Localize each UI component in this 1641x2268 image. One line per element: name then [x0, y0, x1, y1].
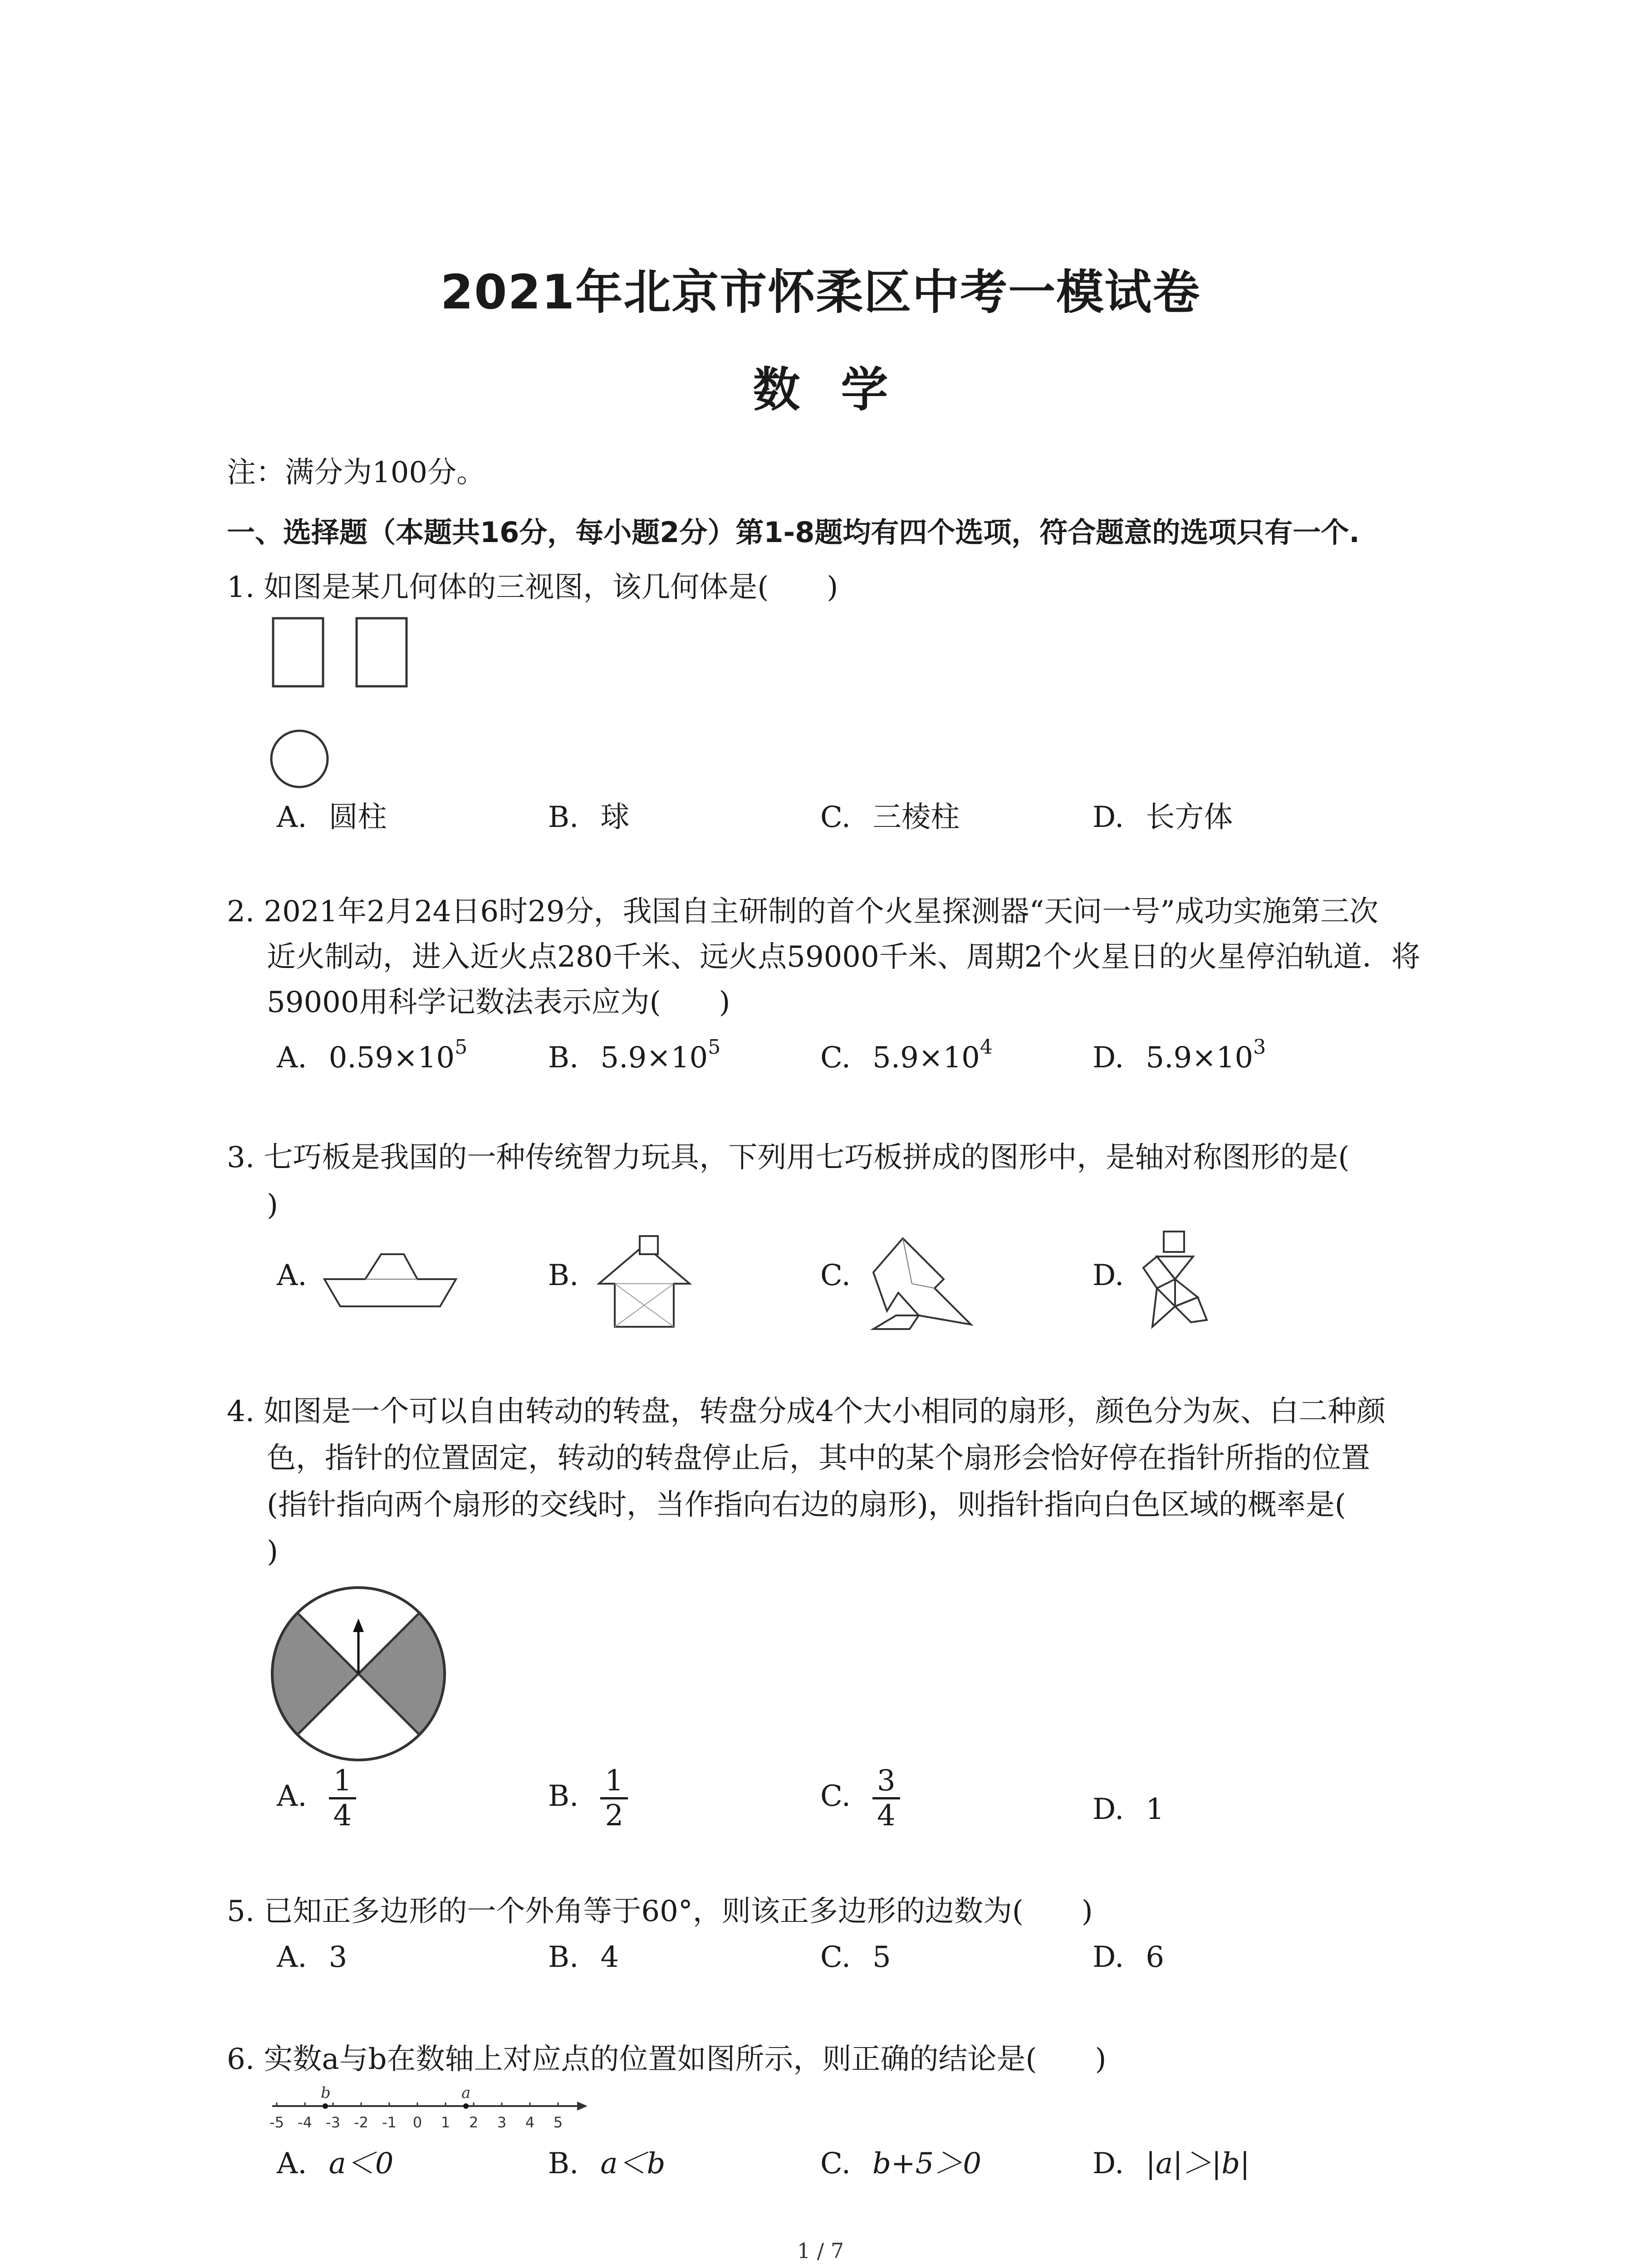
q4-stem-line4: ): [267, 1535, 278, 1569]
q3-option-a[interactable]: A.: [277, 1259, 307, 1292]
q2-stem-line1: 2. 2021年2月24日6时29分，我国自主研制的首个火星探测器“天问一号”成功实施第三次: [227, 895, 1379, 929]
number-line-tick-label: -5: [269, 2114, 284, 2131]
q2-option-c[interactable]: C. $5.9\times 10^4$: [820, 1036, 993, 1075]
q1-option-c[interactable]: C. 三棱柱: [820, 801, 960, 834]
q3-option-b[interactable]: B.: [548, 1259, 579, 1292]
q5-option-c[interactable]: C. 5: [820, 1941, 891, 1974]
number-line-tick-label: 2: [469, 2114, 479, 2131]
q5-stem: 5. 已知正多边形的一个外角等于60°，则该正多边形的边数为( ): [227, 1895, 1093, 1928]
tangram-boat-figure: [324, 1250, 456, 1313]
q6-option-d[interactable]: D. |a|＞|b|: [1092, 2147, 1250, 2180]
point-a-label: a: [461, 2084, 471, 2102]
top-view-circle: [271, 731, 328, 787]
number-line-tick-label: 3: [497, 2114, 507, 2131]
tangram-runner-figure: [1139, 1229, 1211, 1334]
number-line-tick-label: 0: [412, 2114, 422, 2131]
q4-option-a[interactable]: A. $\frac{1}{4}$: [277, 1765, 356, 1832]
section-heading: 一、选择题（本题共16分，每小题2分）第1-8题均有四个选项，符合题意的选项只有一个.: [227, 516, 1360, 549]
q2-option-a[interactable]: A. $0.59\times 10^5$: [277, 1036, 468, 1075]
q3-option-d[interactable]: D.: [1092, 1259, 1124, 1292]
q2-option-d[interactable]: D. $5.9\times 10^3$: [1092, 1036, 1266, 1075]
q4-stem-line3: (指针指向两个扇形的交线时，当作指向右边的扇形)，则指针指向白色区域的概率是(: [267, 1488, 1346, 1522]
tangram-bird-figure: [869, 1234, 973, 1334]
number-line-arrow: [577, 2102, 588, 2111]
number-line-tick-label: -4: [298, 2114, 312, 2131]
point-b-dot: [323, 2103, 328, 2109]
page-number: 1 / 7: [797, 2239, 844, 2263]
q1-three-views-figure: [268, 615, 413, 787]
q6-option-c[interactable]: C. b+5＞0: [820, 2147, 982, 2180]
side-view-rect: [357, 618, 407, 686]
q2-option-b[interactable]: B. $5.9\times 10^5$: [548, 1036, 721, 1075]
q4-option-d[interactable]: D. 1: [1092, 1793, 1165, 1826]
number-line-tick-label: -2: [354, 2114, 368, 2131]
spinner-figure: [268, 1583, 449, 1765]
q5-option-b[interactable]: B. 4: [548, 1941, 619, 1974]
number-line-figure: [268, 2084, 594, 2134]
q6-option-a[interactable]: A. a＜0: [277, 2147, 394, 2180]
q4-option-b[interactable]: B. $\frac{1}{2}$: [548, 1765, 628, 1832]
front-view-rect: [273, 618, 323, 686]
q3-stem-line1: 3. 七巧板是我国的一种传统智力玩具，下列用七巧板拼成的图形中，是轴对称图形的是(: [227, 1141, 1350, 1174]
q4-stem-line1: 4. 如图是一个可以自由转动的转盘，转盘分成4个大小相同的扇形，颜色分为灰、白二种颜: [227, 1395, 1386, 1428]
exam-note: 注：满分为100分。: [227, 456, 486, 489]
number-line-tick-label: 4: [525, 2114, 535, 2131]
q1-option-d[interactable]: D. 长方体: [1092, 801, 1233, 834]
q2-stem-line3: 59000用科学记数法表示应为( ): [267, 986, 730, 1019]
q1-option-b[interactable]: B. 球: [548, 801, 630, 834]
tangram-house-figure: [597, 1234, 692, 1329]
q1-stem: 1. 如图是某几何体的三视图，该几何体是( ): [227, 571, 838, 604]
point-a-dot: [463, 2103, 469, 2109]
number-line-tick-label: -3: [326, 2114, 340, 2131]
q4-option-c[interactable]: C. $\frac{3}{4}$: [820, 1765, 900, 1832]
subject-title: 数学: [753, 362, 929, 417]
q2-stem-line2: 近火制动，进入近火点280千米、远火点59000千米、周期2个火星日的火星停泊轨道．将: [267, 940, 1421, 974]
q1-option-a[interactable]: A. 圆柱: [277, 801, 387, 834]
number-line-tick-label: 5: [553, 2114, 563, 2131]
point-b-label: b: [321, 2084, 331, 2102]
q6-stem: 6. 实数a与b在数轴上对应点的位置如图所示，则正确的结论是( ): [227, 2043, 1107, 2076]
q6-option-b[interactable]: B. a＜b: [548, 2147, 666, 2180]
q5-option-a[interactable]: A. 3: [277, 1941, 348, 1974]
q3-stem-line2: ): [267, 1188, 278, 1222]
exam-title: 2021年北京市怀柔区中考一模试卷: [440, 264, 1201, 320]
q4-stem-line2: 色，指针的位置固定，转动的转盘停止后，其中的某个扇形会恰好停在指针所指的位置: [267, 1442, 1370, 1475]
q5-option-d[interactable]: D. 6: [1092, 1941, 1165, 1974]
q3-option-c[interactable]: C.: [820, 1259, 851, 1292]
number-line-tick-label: -1: [382, 2114, 397, 2131]
number-line-tick-label: 1: [441, 2114, 451, 2131]
